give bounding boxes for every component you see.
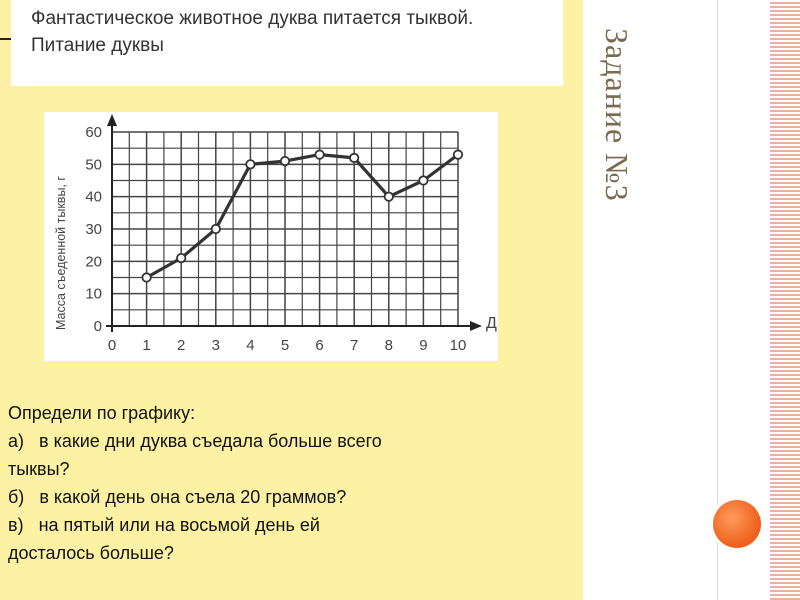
x-tick-label: 6 [315, 337, 324, 354]
y-tick-label: 0 [93, 318, 102, 335]
item-text: на пятый или на восьмой день ей [38, 515, 320, 535]
title-line-2: Питание дуквы [31, 35, 164, 56]
data-point [281, 157, 289, 165]
item-marker: а) [8, 431, 25, 451]
data-point [385, 192, 393, 200]
task-heading [599, 20, 643, 250]
y-axis-label: Масса съеденной тыквы, г [54, 176, 68, 330]
x-tick-label: 4 [246, 337, 255, 354]
x-tick-label: 8 [384, 337, 393, 354]
x-tick-label: 2 [177, 337, 186, 354]
x-tick-label: 10 [449, 337, 467, 354]
item-text: в какие дни дуква съедала больше всего [39, 431, 382, 451]
decorative-stripes [770, 0, 800, 600]
y-tick-label: 20 [85, 253, 102, 271]
question-item-c [8, 511, 578, 539]
x-tick-label: 9 [419, 337, 428, 354]
line-chart [44, 112, 498, 361]
x-tick-label: 1 [142, 337, 151, 354]
data-point [142, 273, 150, 281]
data-point [177, 254, 185, 262]
question-item-b [8, 483, 578, 511]
x-tick-label: 5 [280, 337, 290, 354]
title-line-1: Фантастическое животное дуква питается тыквой. [31, 8, 474, 29]
x-tick-label: 7 [350, 337, 359, 354]
y-tick-label: 10 [85, 285, 102, 303]
data-point [212, 225, 220, 233]
y-tick-label: 60 [85, 124, 102, 141]
question-intro: Определи по графику: [8, 403, 196, 423]
y-tick-label: 50 [85, 156, 102, 174]
orange-circle-icon [713, 500, 761, 548]
y-tick-label: 30 [85, 221, 102, 238]
question-item-c-cont: досталось больше? [8, 543, 174, 563]
data-point [246, 160, 254, 168]
item-marker: б) [8, 487, 25, 507]
question-item-a-cont: тыквы? [8, 459, 70, 479]
x-axis-label: Д [486, 315, 497, 332]
data-point [419, 176, 427, 184]
x-tick-label: 3 [211, 337, 220, 354]
divider-mark [0, 38, 11, 40]
y-tick-label: 40 [85, 188, 102, 206]
item-marker: в) [8, 515, 24, 535]
data-point [315, 150, 323, 158]
item-text: в какой день она съела 20 граммов? [39, 487, 347, 507]
x-tick-label: 0 [107, 337, 117, 354]
question-block [8, 399, 578, 567]
question-item-a [8, 427, 578, 455]
title-box [11, 0, 563, 86]
data-point [454, 150, 462, 158]
task-title: Задание №3 [599, 28, 635, 202]
data-point [350, 154, 358, 162]
